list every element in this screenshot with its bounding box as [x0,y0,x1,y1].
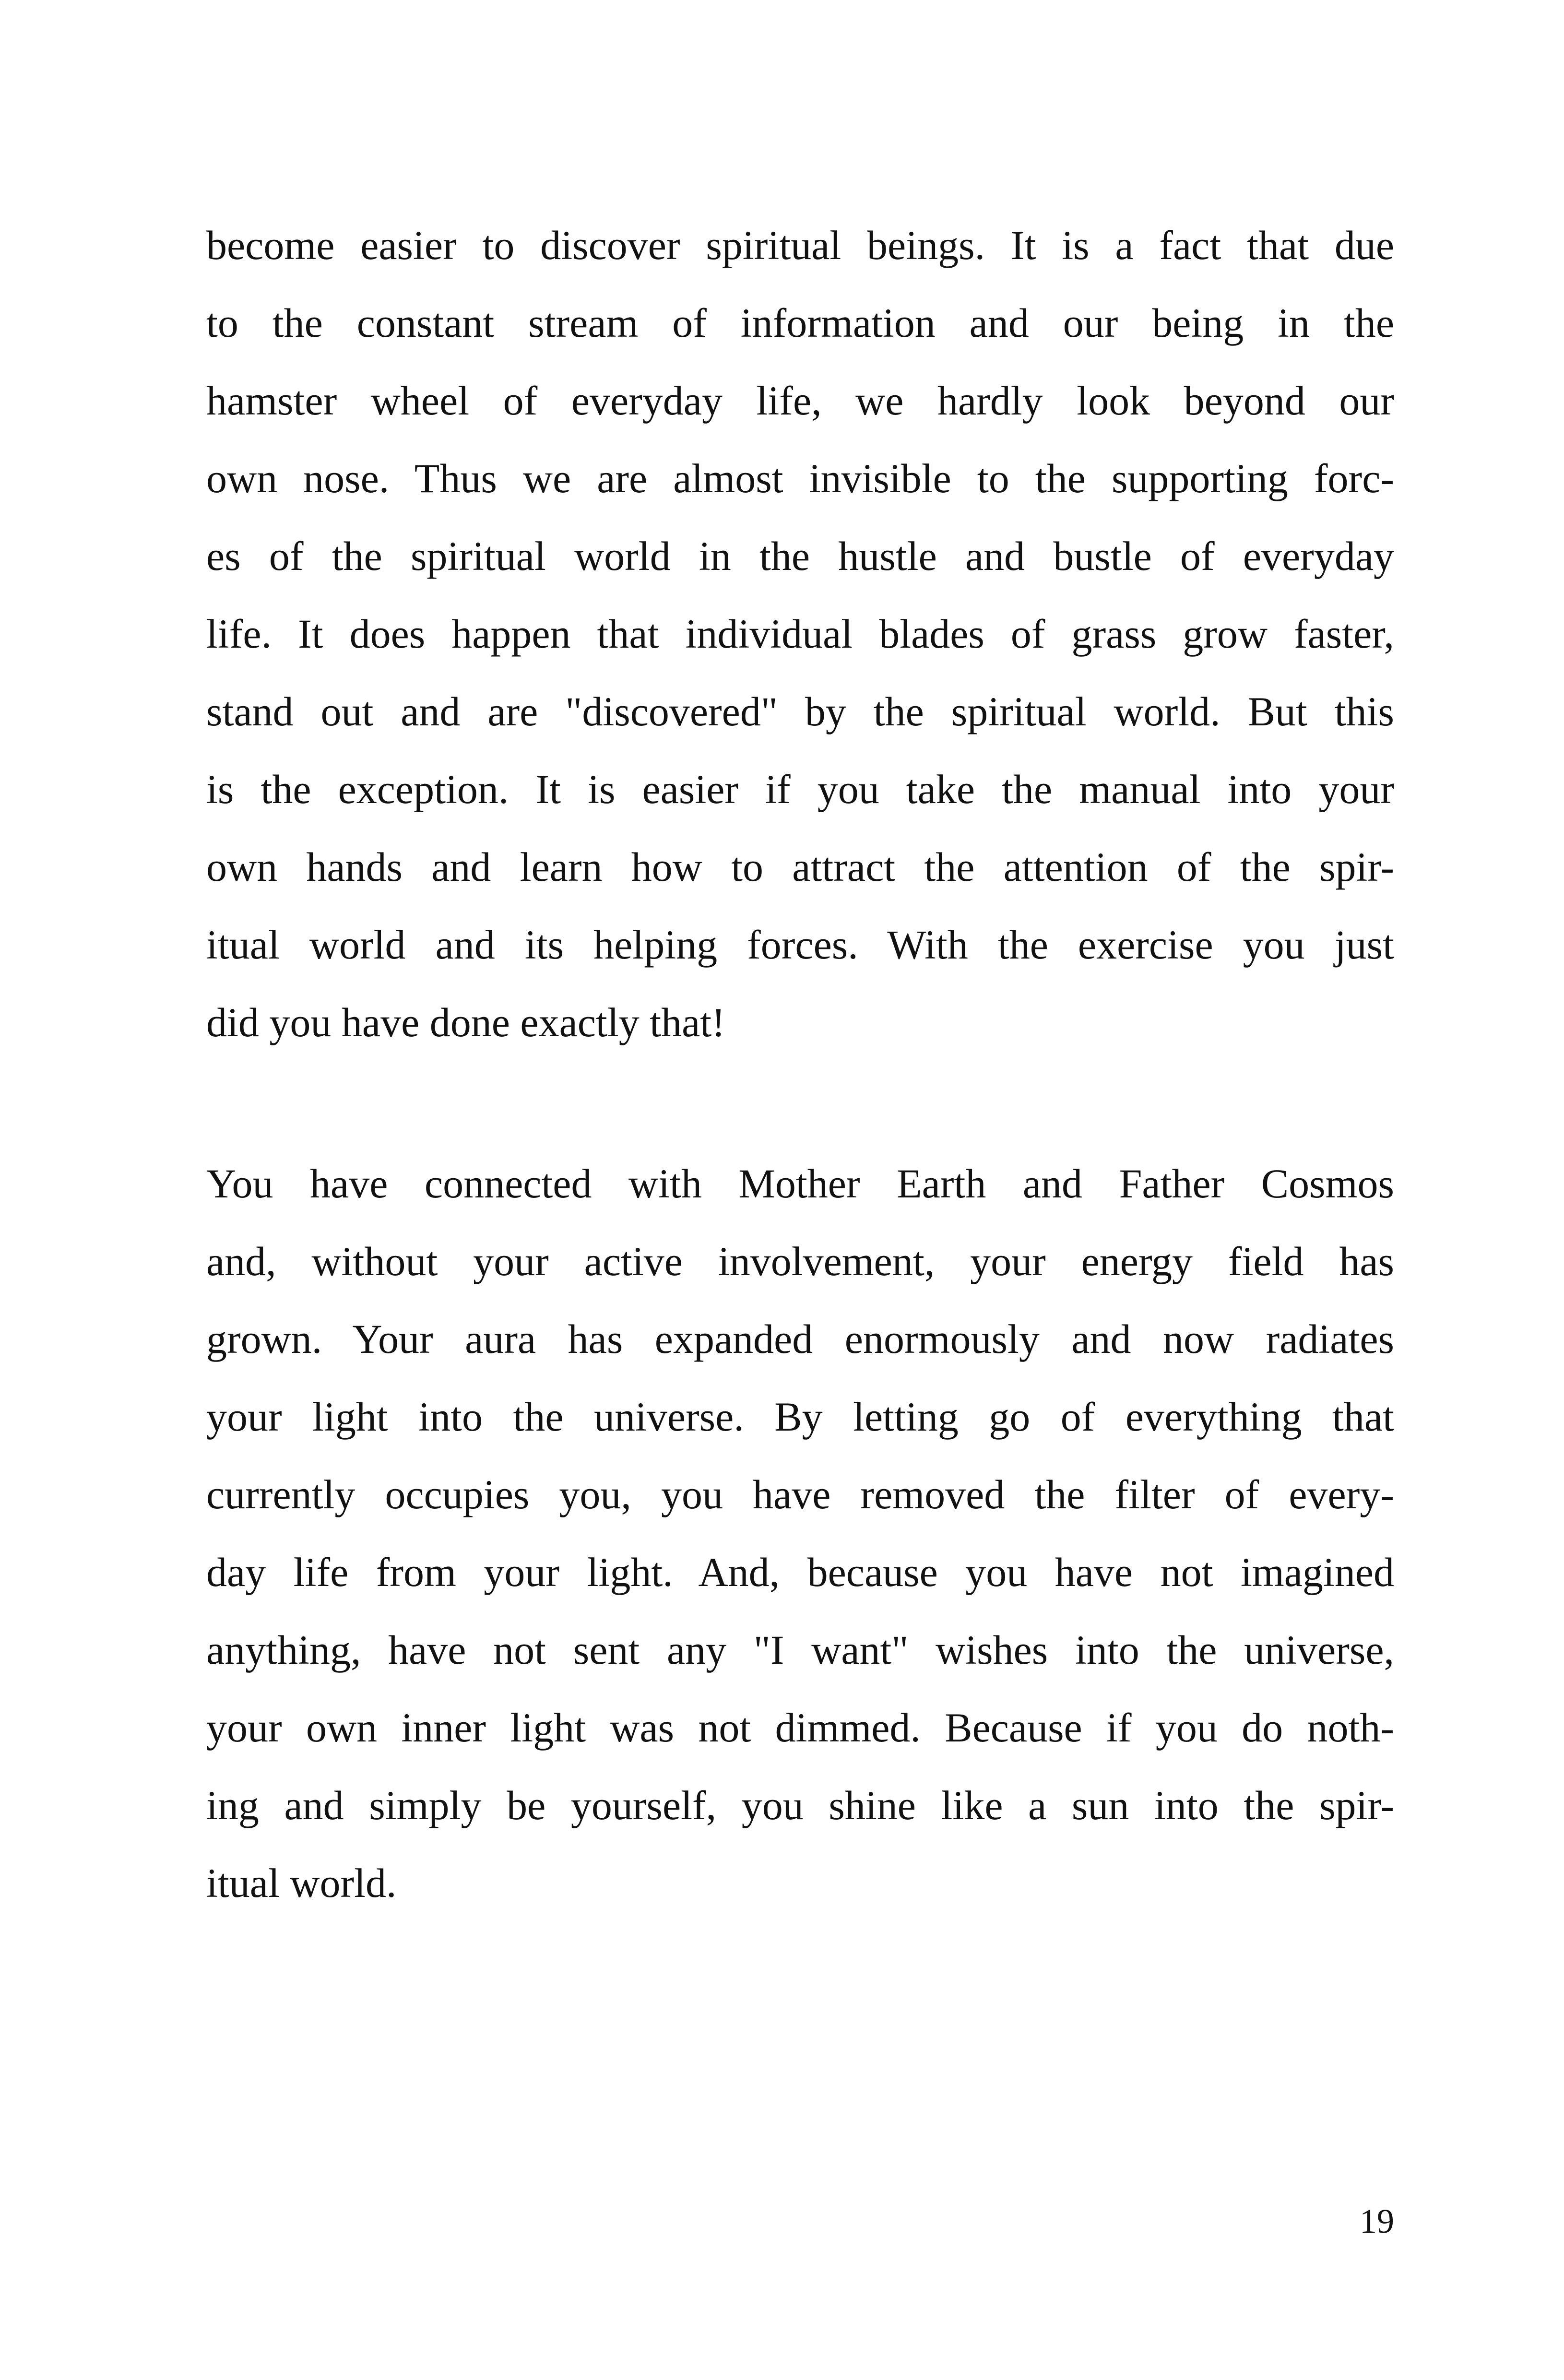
text-line: and, without your active involvement, your energy field has [206,1238,1394,1284]
paragraph-1 [206,206,1394,1061]
page-number: 19 [1360,2202,1394,2240]
text-line: own nose. Thus we are almost invisible to the supporting forc- [206,455,1394,501]
paragraph-2 [206,1145,1394,1922]
text-line: your own inner light was not dimmed. Because if you do noth- [206,1705,1394,1751]
text-line: grown. Your aura has expanded enormously and now radiates [206,1316,1394,1362]
text-line: is the exception. It is easier if you take the manual into your [206,766,1394,812]
text-line: itual world. [206,1860,397,1906]
text-line: currently occupies you, you have removed the filter of every- [206,1471,1394,1517]
text-line: become easier to discover spiritual beings. It is a fact that due [206,222,1394,268]
text-line: life. It does happen that individual blades of grass grow faster, [206,611,1394,657]
text-line: hamster wheel of everyday life, we hardly look beyond our [206,378,1394,424]
text-line: day life from your light. And, because you have not imagined [206,1549,1394,1595]
text-line: ing and simply be yourself, you shine like a sun into the spir- [206,1782,1394,1828]
text-line: did you have done exactly that! [206,999,725,1045]
text-line: anything, have not sent any "I want" wishes into the universe, [206,1627,1394,1673]
text-line: You have connected with Mother Earth and Father Cosmos [206,1160,1394,1207]
text-line: itual world and its helping forces. With the exercise you just [206,922,1394,968]
text-line: stand out and are "discovered" by the spiritual world. But this [206,688,1394,734]
text-line: your light into the universe. By letting go of everything that [206,1394,1394,1440]
text-line: to the constant stream of information and our being in the [206,300,1394,346]
text-line: own hands and learn how to attract the attention of the spir- [206,844,1394,890]
text-line: es of the spiritual world in the hustle and bustle of everyday [206,533,1394,579]
